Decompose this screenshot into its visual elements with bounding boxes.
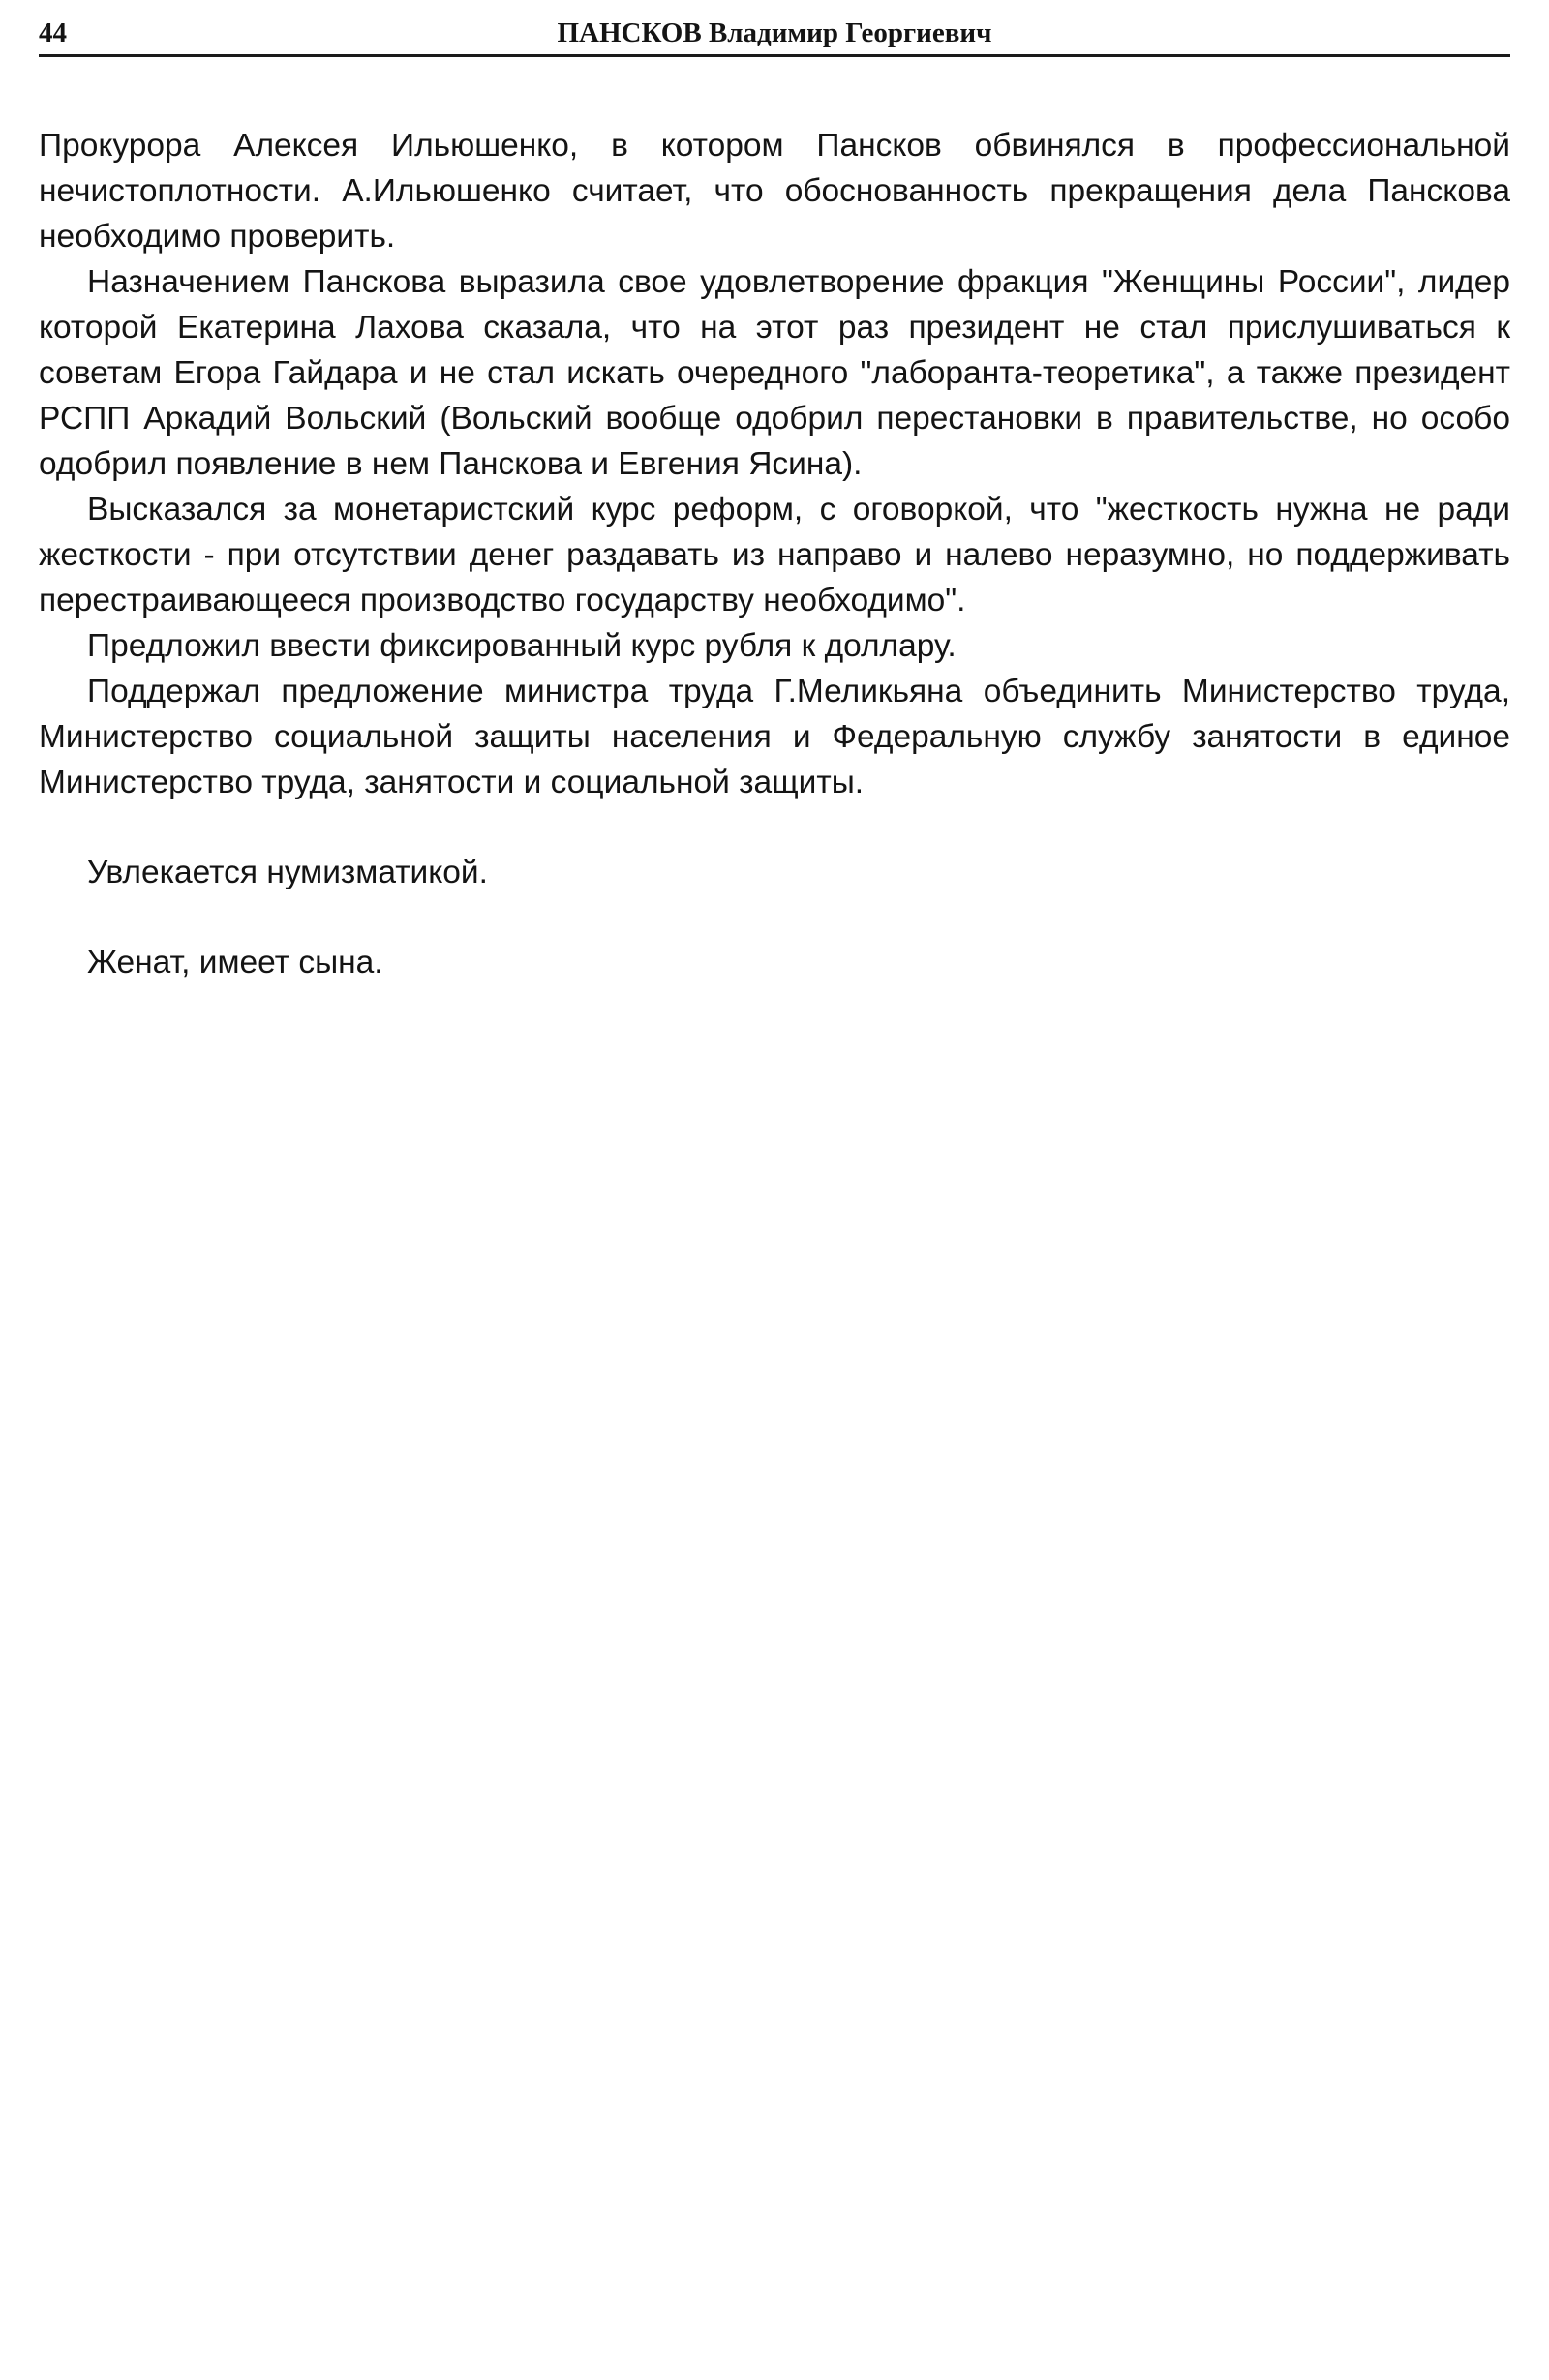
paragraph-continuation: Прокурора Алексея Ильюшенко, в котором Пансков обвинялся в профессиональной нечистоплотности. А.Ильюшенко считает, что обоснованность прекращения дела Панскова необходимо проверить. (39, 128, 1510, 255)
paragraph-family: Женат, имеет сына. (87, 945, 383, 980)
page-header (39, 15, 1510, 57)
running-title: ПАНСКОВ Владимир Георгиевич (557, 17, 992, 48)
page-number: 44 (39, 17, 67, 48)
paragraph: Поддержал предложение министра труда Г.Меликьяна объединить Министерство труда, Министерство социальной защиты населения и Федеральную службу занятости в единое Министерство труда, занятости и социальной защиты. (39, 674, 1510, 800)
paragraph: Предложил ввести фиксированный курс рубля к доллару. (87, 628, 957, 664)
main-text (39, 123, 1510, 985)
paragraph: Назначением Панскова выразила свое удовлетворение фракция "Женщины России", лидер которой Екатерина Лахова сказала, что на этот раз президент не стал прислушиваться к советам Егора Гайдара и не стал искать очередного "лаборанта-теоретика", а также президент РСПП Аркадий Вольский (Вольский вообще одобрил перестановки в правительстве, но особо одобрил появление в нем Панскова и Евгения Ясина). (39, 264, 1510, 482)
paragraph: Высказался за монетаристский курс реформ, с оговоркой, что "жесткость нужна не ради жесткости - при отсутствии денег раздавать из направо и налево неразумно, но поддерживать перестраивающееся производство государству необходимо". (39, 492, 1510, 618)
paragraph-hobby: Увлекается нумизматикой. (87, 855, 488, 890)
